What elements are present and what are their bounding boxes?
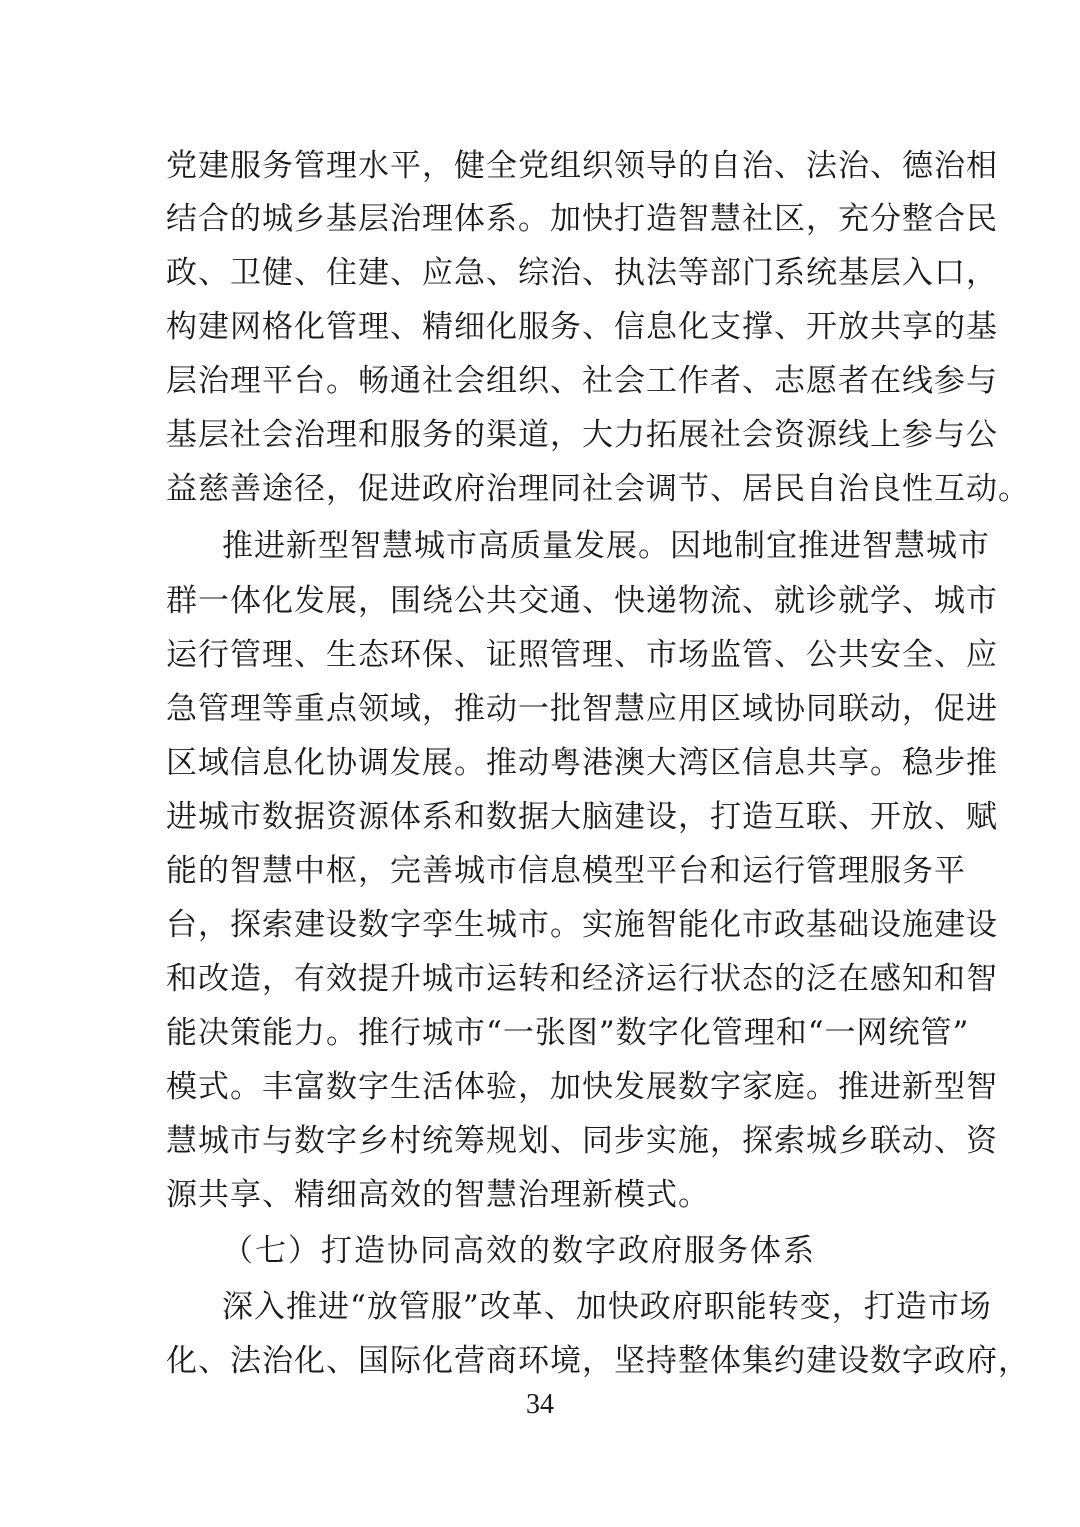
text-line: 化、法治化、国际化营商环境，坚持整体集约建设数字政府， xyxy=(166,1343,1030,1379)
text-line: 模式。丰富数字生活体验，加快发展数字家庭。推进新型智 xyxy=(166,1069,998,1105)
text-line: 推进新型智慧城市高质量发展。因地制宜推进智慧城市 xyxy=(222,528,990,564)
text-line: 层治理平台。畅通社会组织、社会工作者、志愿者在线参与 xyxy=(166,363,998,399)
text-line: 区域信息化协调发展。推动粤港澳大湾区信息共享。稳步推 xyxy=(166,745,998,781)
text-line: 慧城市与数字乡村统筹规划、同步实施，探索城乡联动、资 xyxy=(166,1123,998,1159)
text-line: 构建网格化管理、精细化服务、信息化支撑、开放共享的基 xyxy=(166,309,998,345)
text-line: 党建服务管理水平，健全党组织领导的自治、法治、德治相 xyxy=(166,148,998,184)
text-line: 深入推进“放管服”改革、加快政府职能转变，打造市场 xyxy=(222,1289,992,1325)
text-line: 益慈善途径，促进政府治理同社会调节、居民自治良性互动。 xyxy=(166,471,1030,507)
section-heading: （七）打造协同高效的数字政府服务体系 xyxy=(222,1233,816,1269)
text-line: 和改造，有效提升城市运转和经济运行状态的泛在感知和智 xyxy=(166,961,998,997)
text-line: 进城市数据资源体系和数据大脑建设，打造互联、开放、赋 xyxy=(166,799,998,835)
text-line: 结合的城乡基层治理体系。加快打造智慧社区，充分整合民 xyxy=(166,201,998,237)
text-line: 能决策能力。推行城市“一张图”数字化管理和“一网统管” xyxy=(166,1015,970,1051)
text-line: 台，探索建设数字孪生城市。实施智能化市政基础设施建设 xyxy=(166,907,998,943)
text-line: 运行管理、生态环保、证照管理、市场监管、公共安全、应 xyxy=(166,637,998,673)
text-line: 政、卫健、住建、应急、综治、执法等部门系统基层入口， xyxy=(166,255,998,291)
text-line: 源共享、精细高效的智慧治理新模式。 xyxy=(166,1177,710,1213)
text-line: 急管理等重点领域，推动一批智慧应用区域协同联动，促进 xyxy=(166,691,998,727)
page-number: 34 xyxy=(526,1389,554,1420)
text-line: 基层社会治理和服务的渠道，大力拓展社会资源线上参与公 xyxy=(166,417,998,453)
text-line: 能的智慧中枢，完善城市信息模型平台和运行管理服务平 xyxy=(166,853,966,889)
text-line: 群一体化发展，围绕公共交通、快递物流、就诊就学、城市 xyxy=(166,583,998,619)
